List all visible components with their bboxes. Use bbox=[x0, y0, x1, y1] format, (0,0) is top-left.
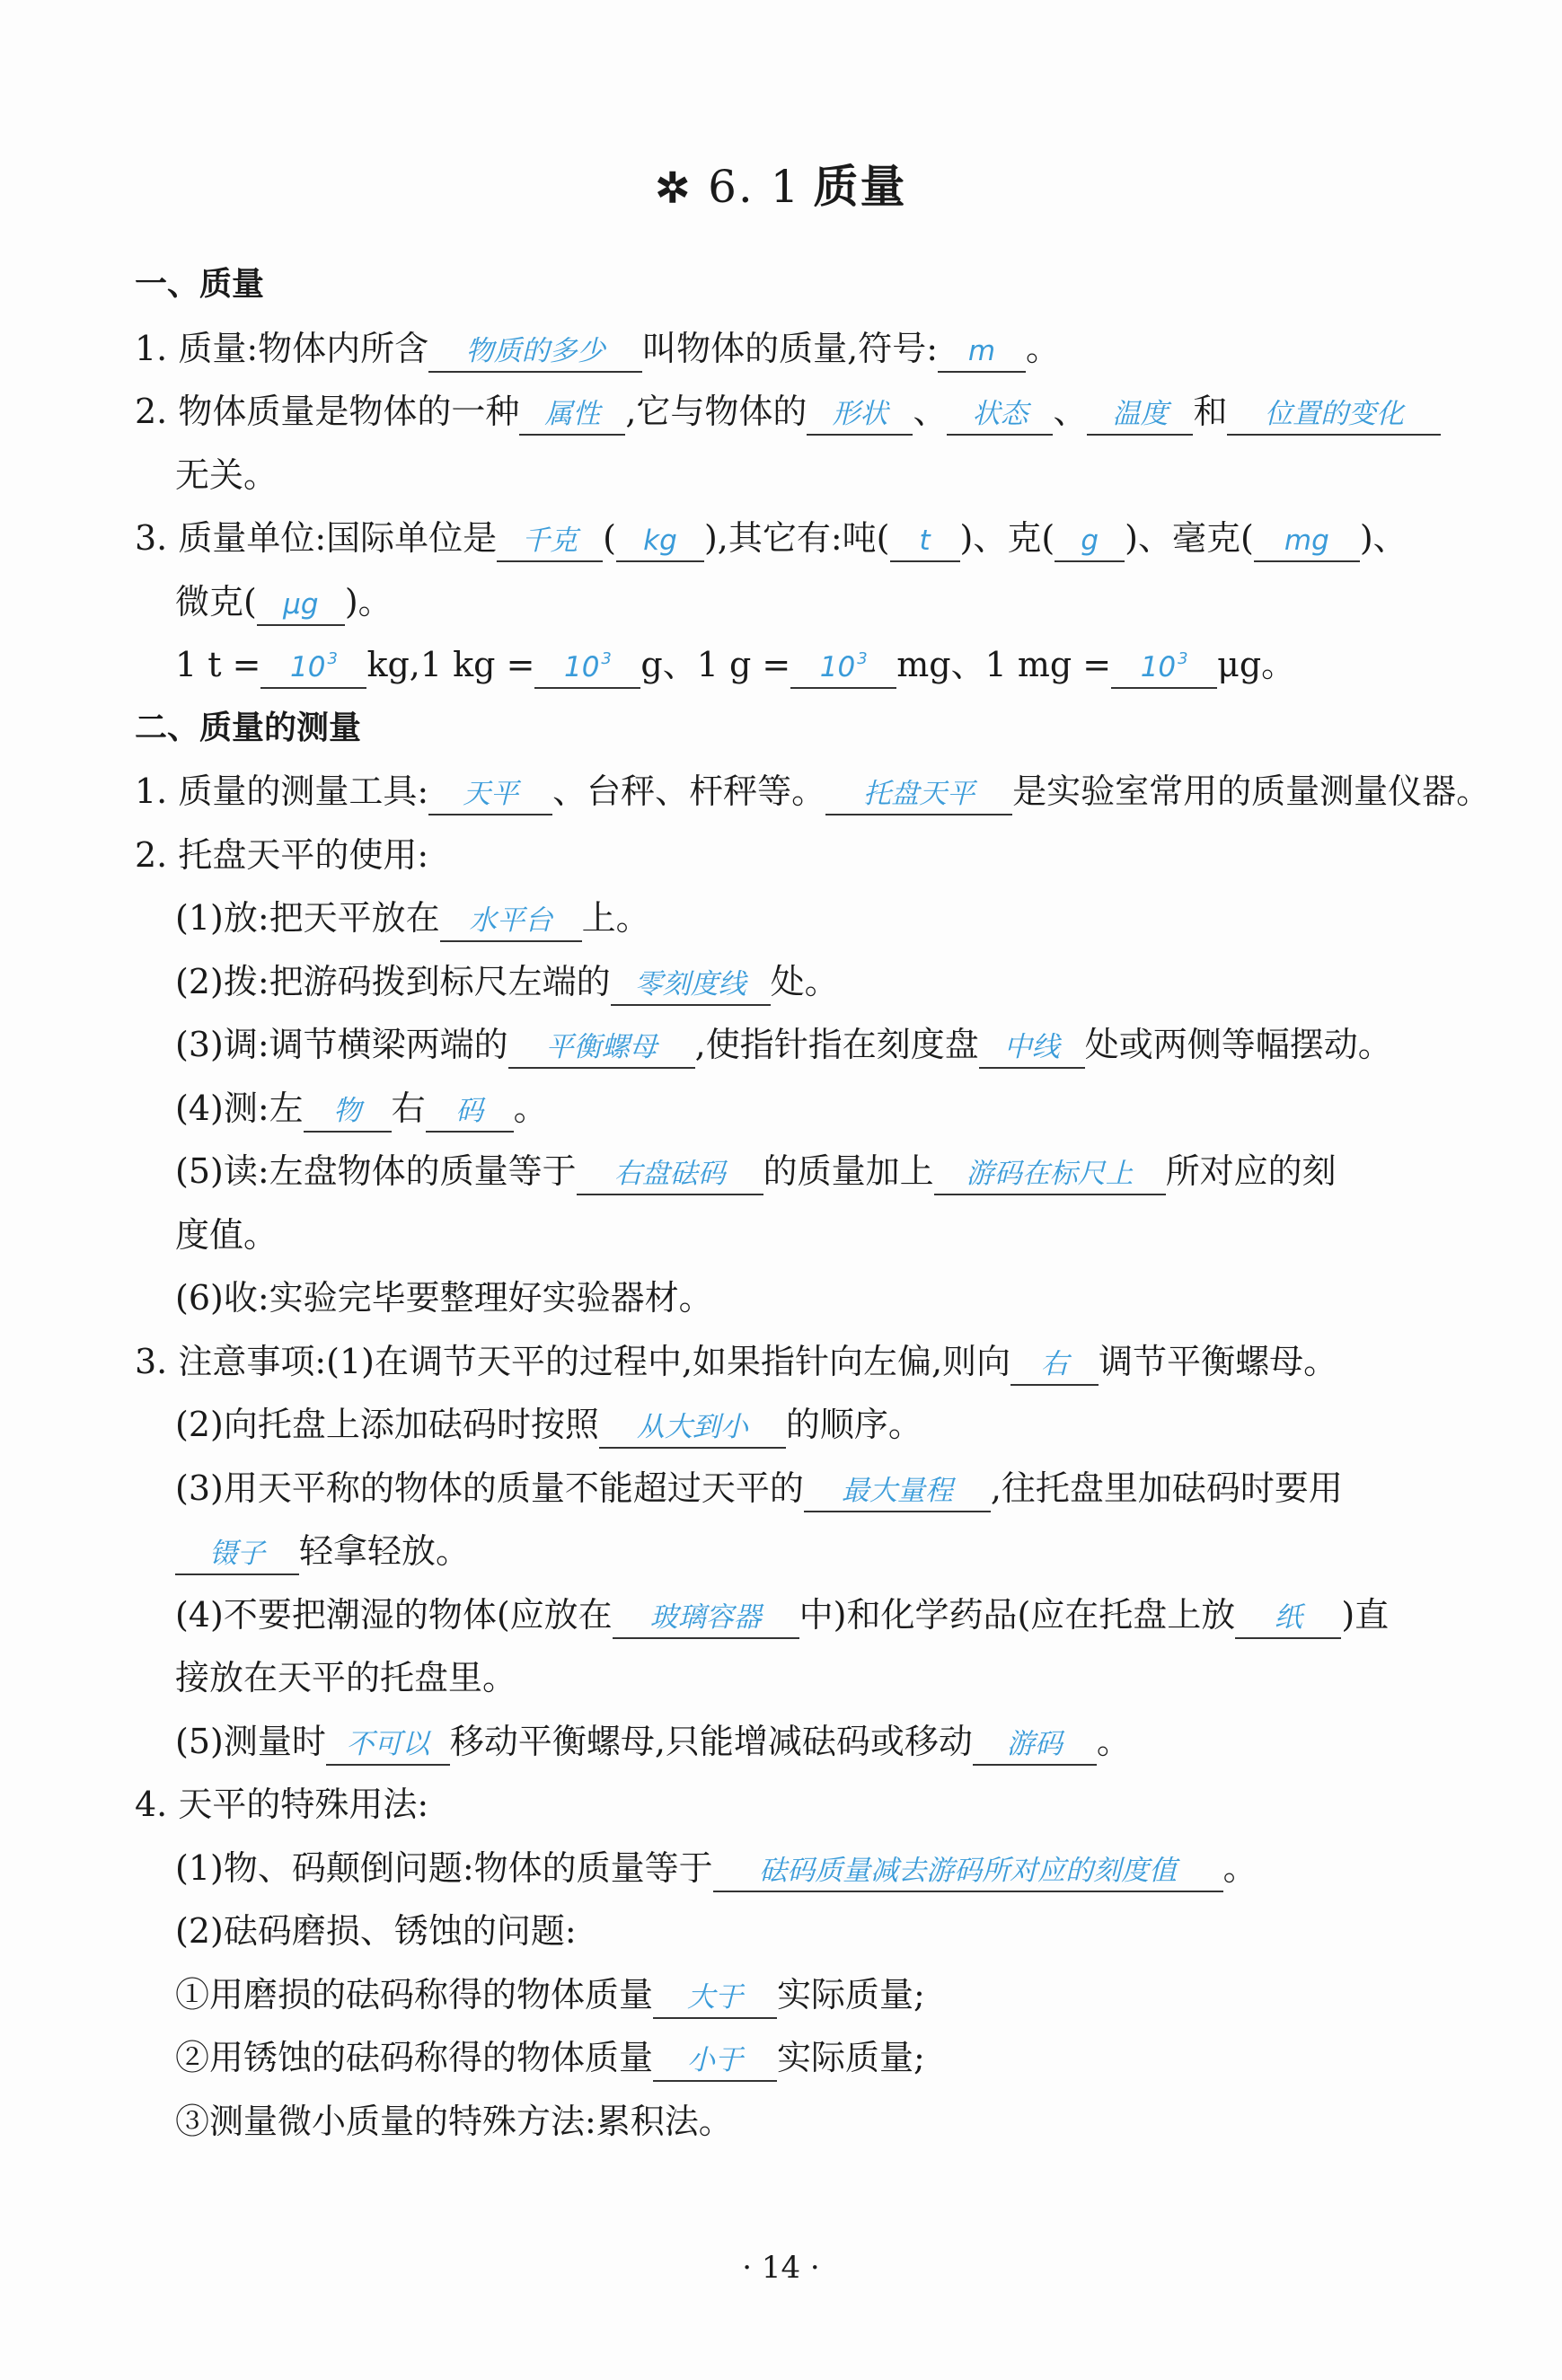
answer-blank[interactable]: t bbox=[890, 521, 960, 562]
text: 实际质量; bbox=[777, 1974, 925, 2014]
text: )、克( bbox=[959, 518, 1055, 558]
text: kg,1 kg = bbox=[366, 645, 535, 684]
answer-blank[interactable]: 砝码质量减去游码所对应的刻度值 bbox=[713, 1851, 1223, 1892]
step-measure bbox=[135, 1077, 1464, 1141]
text: 。 bbox=[1096, 1721, 1131, 1761]
text: (5)测量时 bbox=[175, 1721, 326, 1761]
step-store: (6)收:实验完毕要整理好实验器材。 bbox=[175, 1278, 713, 1318]
answer-blank[interactable]: 纸 bbox=[1235, 1598, 1341, 1639]
step-adjust bbox=[135, 1013, 1464, 1077]
answer-exponent: 3 bbox=[1178, 649, 1188, 668]
note-4-continued: 接放在天平的托盘里。 bbox=[175, 1658, 517, 1697]
answer-blank[interactable]: 从大到小 bbox=[599, 1407, 786, 1449]
text: 处或两侧等幅摆动。 bbox=[1084, 1025, 1392, 1064]
answer-blank[interactable]: 不可以 bbox=[326, 1724, 450, 1766]
item-2-property bbox=[135, 380, 1464, 444]
text: ,往托盘里加砝码时要用 bbox=[990, 1468, 1343, 1508]
text: (2)拨:把游码拨到标尺左端的 bbox=[175, 961, 611, 1001]
step-read bbox=[135, 1140, 1464, 1203]
answer-blank[interactable]: 最大量程 bbox=[804, 1471, 991, 1512]
text: 3. 质量单位:国际单位是 bbox=[135, 518, 498, 558]
answer-blank[interactable]: μg bbox=[257, 585, 345, 626]
step-read-continued: 度值。 bbox=[175, 1214, 278, 1255]
answer-blank[interactable]: 镊子 bbox=[175, 1534, 299, 1575]
text: 所对应的刻 bbox=[1165, 1151, 1337, 1191]
section-number: 6. 1 bbox=[708, 161, 801, 213]
asterisk-icon: ✲ bbox=[655, 163, 693, 212]
answer-blank[interactable]: g bbox=[1055, 521, 1125, 562]
text: )。 bbox=[344, 581, 393, 621]
answer-blank[interactable]: mg bbox=[1254, 521, 1360, 562]
answer-blank[interactable]: 位置的变化 bbox=[1227, 394, 1441, 436]
text: 的质量加上 bbox=[763, 1151, 934, 1191]
answer-blank[interactable]: 中线 bbox=[979, 1027, 1085, 1069]
content bbox=[135, 253, 1491, 2153]
text: (5)读:左盘物体的质量等于 bbox=[175, 1151, 577, 1191]
note-2 bbox=[135, 1393, 1464, 1457]
answer-blank[interactable]: 码 bbox=[426, 1091, 514, 1133]
item-2-usage: 2. 托盘天平的使用: bbox=[135, 834, 429, 875]
text: 、 bbox=[1053, 392, 1088, 431]
text: (1)物、码颠倒问题:物体的质量等于 bbox=[175, 1847, 713, 1888]
note-5 bbox=[135, 1710, 1464, 1774]
answer-blank[interactable]: 千克 bbox=[497, 521, 603, 562]
text: 、台秤、杆秤等。 bbox=[552, 771, 826, 811]
note-3 bbox=[135, 1457, 1464, 1521]
text: )直 bbox=[1341, 1594, 1390, 1635]
text: g、1 g = bbox=[640, 645, 791, 684]
text: 中)和化学药品(应在托盘上放 bbox=[799, 1594, 1236, 1635]
answer-blank[interactable]: 玻璃容器 bbox=[613, 1598, 799, 1639]
text: ①用磨损的砝码称得的物体质量 bbox=[175, 1974, 654, 2014]
answer-blank[interactable]: 大于 bbox=[653, 1978, 777, 2019]
text: μg。 bbox=[1217, 645, 1296, 684]
answer-blank[interactable]: 平衡螺母 bbox=[508, 1027, 695, 1069]
step-set-rider bbox=[135, 950, 1464, 1014]
answer-blank[interactable]: 属性 bbox=[519, 394, 625, 436]
answer-blank[interactable]: 状态 bbox=[947, 394, 1053, 436]
step-place bbox=[135, 886, 1464, 950]
answer-blank[interactable]: 右 bbox=[1010, 1344, 1099, 1386]
text: (4)测:左 bbox=[175, 1088, 304, 1128]
text: 、 bbox=[913, 392, 948, 431]
item-3-units bbox=[135, 507, 1464, 570]
text: 3. 注意事项:(1)在调节天平的过程中,如果指针向左偏,则向 bbox=[135, 1341, 1011, 1381]
special-2a bbox=[135, 1963, 1464, 2027]
answer-base: 10 bbox=[819, 651, 856, 683]
page-number: · 14 · bbox=[742, 2250, 820, 2286]
text: ,使指针指在刻度盘 bbox=[694, 1025, 979, 1064]
answer-blank[interactable] bbox=[534, 639, 640, 689]
text: 上。 bbox=[581, 898, 650, 938]
answer-base: 10 bbox=[1140, 651, 1177, 683]
special-3: ③测量微小质量的特殊方法:累积法。 bbox=[175, 2101, 733, 2141]
special-2b bbox=[135, 2026, 1464, 2090]
answer-blank[interactable]: 天平 bbox=[428, 774, 552, 815]
text: 和 bbox=[1193, 392, 1228, 431]
item-2-continued: 无关。 bbox=[175, 454, 278, 495]
text: ( bbox=[603, 518, 616, 558]
section-heading-measurement: 二、质量的测量 bbox=[135, 709, 362, 746]
text: )、毫克( bbox=[1125, 518, 1254, 558]
answer-exponent: 3 bbox=[857, 649, 868, 668]
title-text: 质量 bbox=[813, 160, 907, 213]
text: (3)用天平称的物体的质量不能超过天平的 bbox=[175, 1468, 804, 1508]
answer-exponent: 3 bbox=[327, 649, 338, 668]
text: 2. 物体质量是物体的一种 bbox=[135, 392, 520, 431]
text: (4)不要把潮湿的物体(应放在 bbox=[175, 1594, 613, 1635]
text: 移动平衡螺母,只能增减砝码或移动 bbox=[449, 1721, 973, 1761]
item-1-tools bbox=[135, 760, 1491, 824]
text: 处。 bbox=[770, 961, 839, 1001]
answer-blank[interactable] bbox=[1111, 639, 1217, 689]
answer-blank[interactable] bbox=[790, 639, 896, 689]
note-3-continued bbox=[135, 1520, 1464, 1583]
text: 1 t = bbox=[175, 645, 261, 684]
text: 1. 质量的测量工具: bbox=[135, 771, 429, 811]
special-1 bbox=[135, 1837, 1464, 1900]
text: ②用锈蚀的砝码称得的物体质量 bbox=[175, 2038, 654, 2077]
text: 。 bbox=[1026, 328, 1061, 368]
note-4 bbox=[135, 1583, 1464, 1647]
answer-base: 10 bbox=[563, 651, 600, 683]
answer-blank[interactable]: 游码在标尺上 bbox=[934, 1154, 1166, 1195]
answer-blank[interactable]: m bbox=[938, 331, 1026, 373]
text: )、 bbox=[1359, 518, 1408, 558]
answer-blank[interactable] bbox=[260, 639, 366, 689]
answer-base: 10 bbox=[290, 651, 326, 683]
section-heading-mass: 一、质量 bbox=[135, 266, 265, 303]
page-title bbox=[0, 151, 1562, 216]
answer-exponent: 3 bbox=[601, 649, 612, 668]
answer-blank[interactable]: 小于 bbox=[653, 2041, 777, 2082]
text: ),其它有:吨( bbox=[703, 518, 890, 558]
text: 是实验室常用的质量测量仪器。 bbox=[1012, 771, 1491, 811]
answer-blank[interactable]: 游码 bbox=[973, 1724, 1097, 1766]
text: mg、1 mg = bbox=[896, 645, 1112, 684]
answer-blank[interactable]: 托盘天平 bbox=[825, 774, 1012, 815]
text: (1)放:把天平放在 bbox=[175, 898, 440, 938]
answer-blank[interactable]: 温度 bbox=[1087, 394, 1193, 436]
answer-blank[interactable]: 右盘砝码 bbox=[577, 1154, 763, 1195]
text: 实际质量; bbox=[777, 2038, 925, 2077]
answer-blank[interactable]: 零刻度线 bbox=[611, 965, 771, 1006]
item-3-notes bbox=[135, 1330, 1464, 1394]
answer-blank[interactable]: 物质的多少 bbox=[428, 331, 642, 373]
text: 叫物体的质量,符号: bbox=[642, 328, 939, 368]
answer-blank[interactable]: 物 bbox=[304, 1091, 392, 1133]
text: 。 bbox=[1222, 1847, 1258, 1888]
text: 1. 质量:物体内所含 bbox=[135, 328, 429, 368]
answer-blank[interactable]: 水平台 bbox=[440, 901, 582, 942]
unit-conversions bbox=[135, 633, 1464, 697]
answer-blank[interactable]: kg bbox=[616, 521, 704, 562]
text: 的顺序。 bbox=[785, 1405, 922, 1444]
text: 微克( bbox=[175, 581, 257, 621]
text: 。 bbox=[513, 1088, 548, 1128]
item-3-continued bbox=[135, 570, 1464, 634]
text: 轻拿轻放。 bbox=[299, 1531, 471, 1571]
text: 右 bbox=[391, 1088, 426, 1128]
item-4-special-usage: 4. 天平的特殊用法: bbox=[135, 1785, 429, 1824]
special-2: (2)砝码磨损、锈蚀的问题: bbox=[175, 1911, 577, 1951]
item-1-definition bbox=[135, 317, 1464, 381]
text: ,它与物体的 bbox=[625, 392, 807, 431]
answer-blank[interactable]: 形状 bbox=[807, 394, 913, 436]
text: (3)调:调节横梁两端的 bbox=[175, 1025, 508, 1064]
text: 调节平衡螺母。 bbox=[1099, 1341, 1338, 1381]
text: (2)向托盘上添加砝码时按照 bbox=[175, 1405, 599, 1444]
